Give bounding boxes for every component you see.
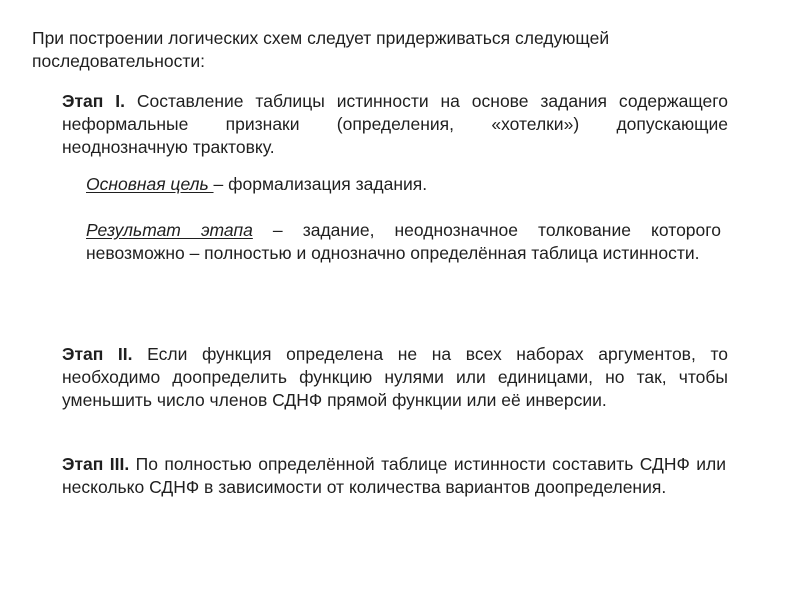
stage-2-text: Если функция определена не на всех наборах аргументов, то необходимо доопределить функцию нулями или единицами, но так, чтобы уменьшить число членов СДНФ прямой функции или её инверсии.	[62, 344, 728, 410]
stage-2-paragraph	[62, 343, 728, 412]
stage-1-paragraph	[62, 90, 728, 159]
stage-1-text: Составление таблицы истинности на основе задания содержащего неформальные признаки (определения, «хотелки») допускающие неоднозначную трактовку.	[62, 91, 728, 157]
goal-text: – формализация задания.	[213, 174, 428, 194]
stage-3-paragraph	[62, 453, 726, 499]
result-term: Результат этапа	[86, 220, 253, 240]
stage-1-lead: Этап I.	[62, 91, 125, 111]
stage-3-text: По полностью определённой таблице истинности составить СДНФ или несколько СДНФ в зависимости от количества вариантов доопределения.	[62, 454, 727, 497]
stage-2-lead: Этап II.	[62, 344, 133, 364]
stage-3-lead: Этап III.	[62, 454, 130, 474]
result-text: – задание, неоднозначное толкование которого невозможно – полностью и однозначно определённая таблица истинности.	[86, 220, 721, 263]
stage-1-result	[86, 219, 721, 265]
goal-term: Основная цель	[86, 174, 214, 194]
stage-1-goal	[86, 173, 728, 196]
intro-text: При построении логических схем следует придерживаться следующей последовательности:	[32, 28, 610, 71]
